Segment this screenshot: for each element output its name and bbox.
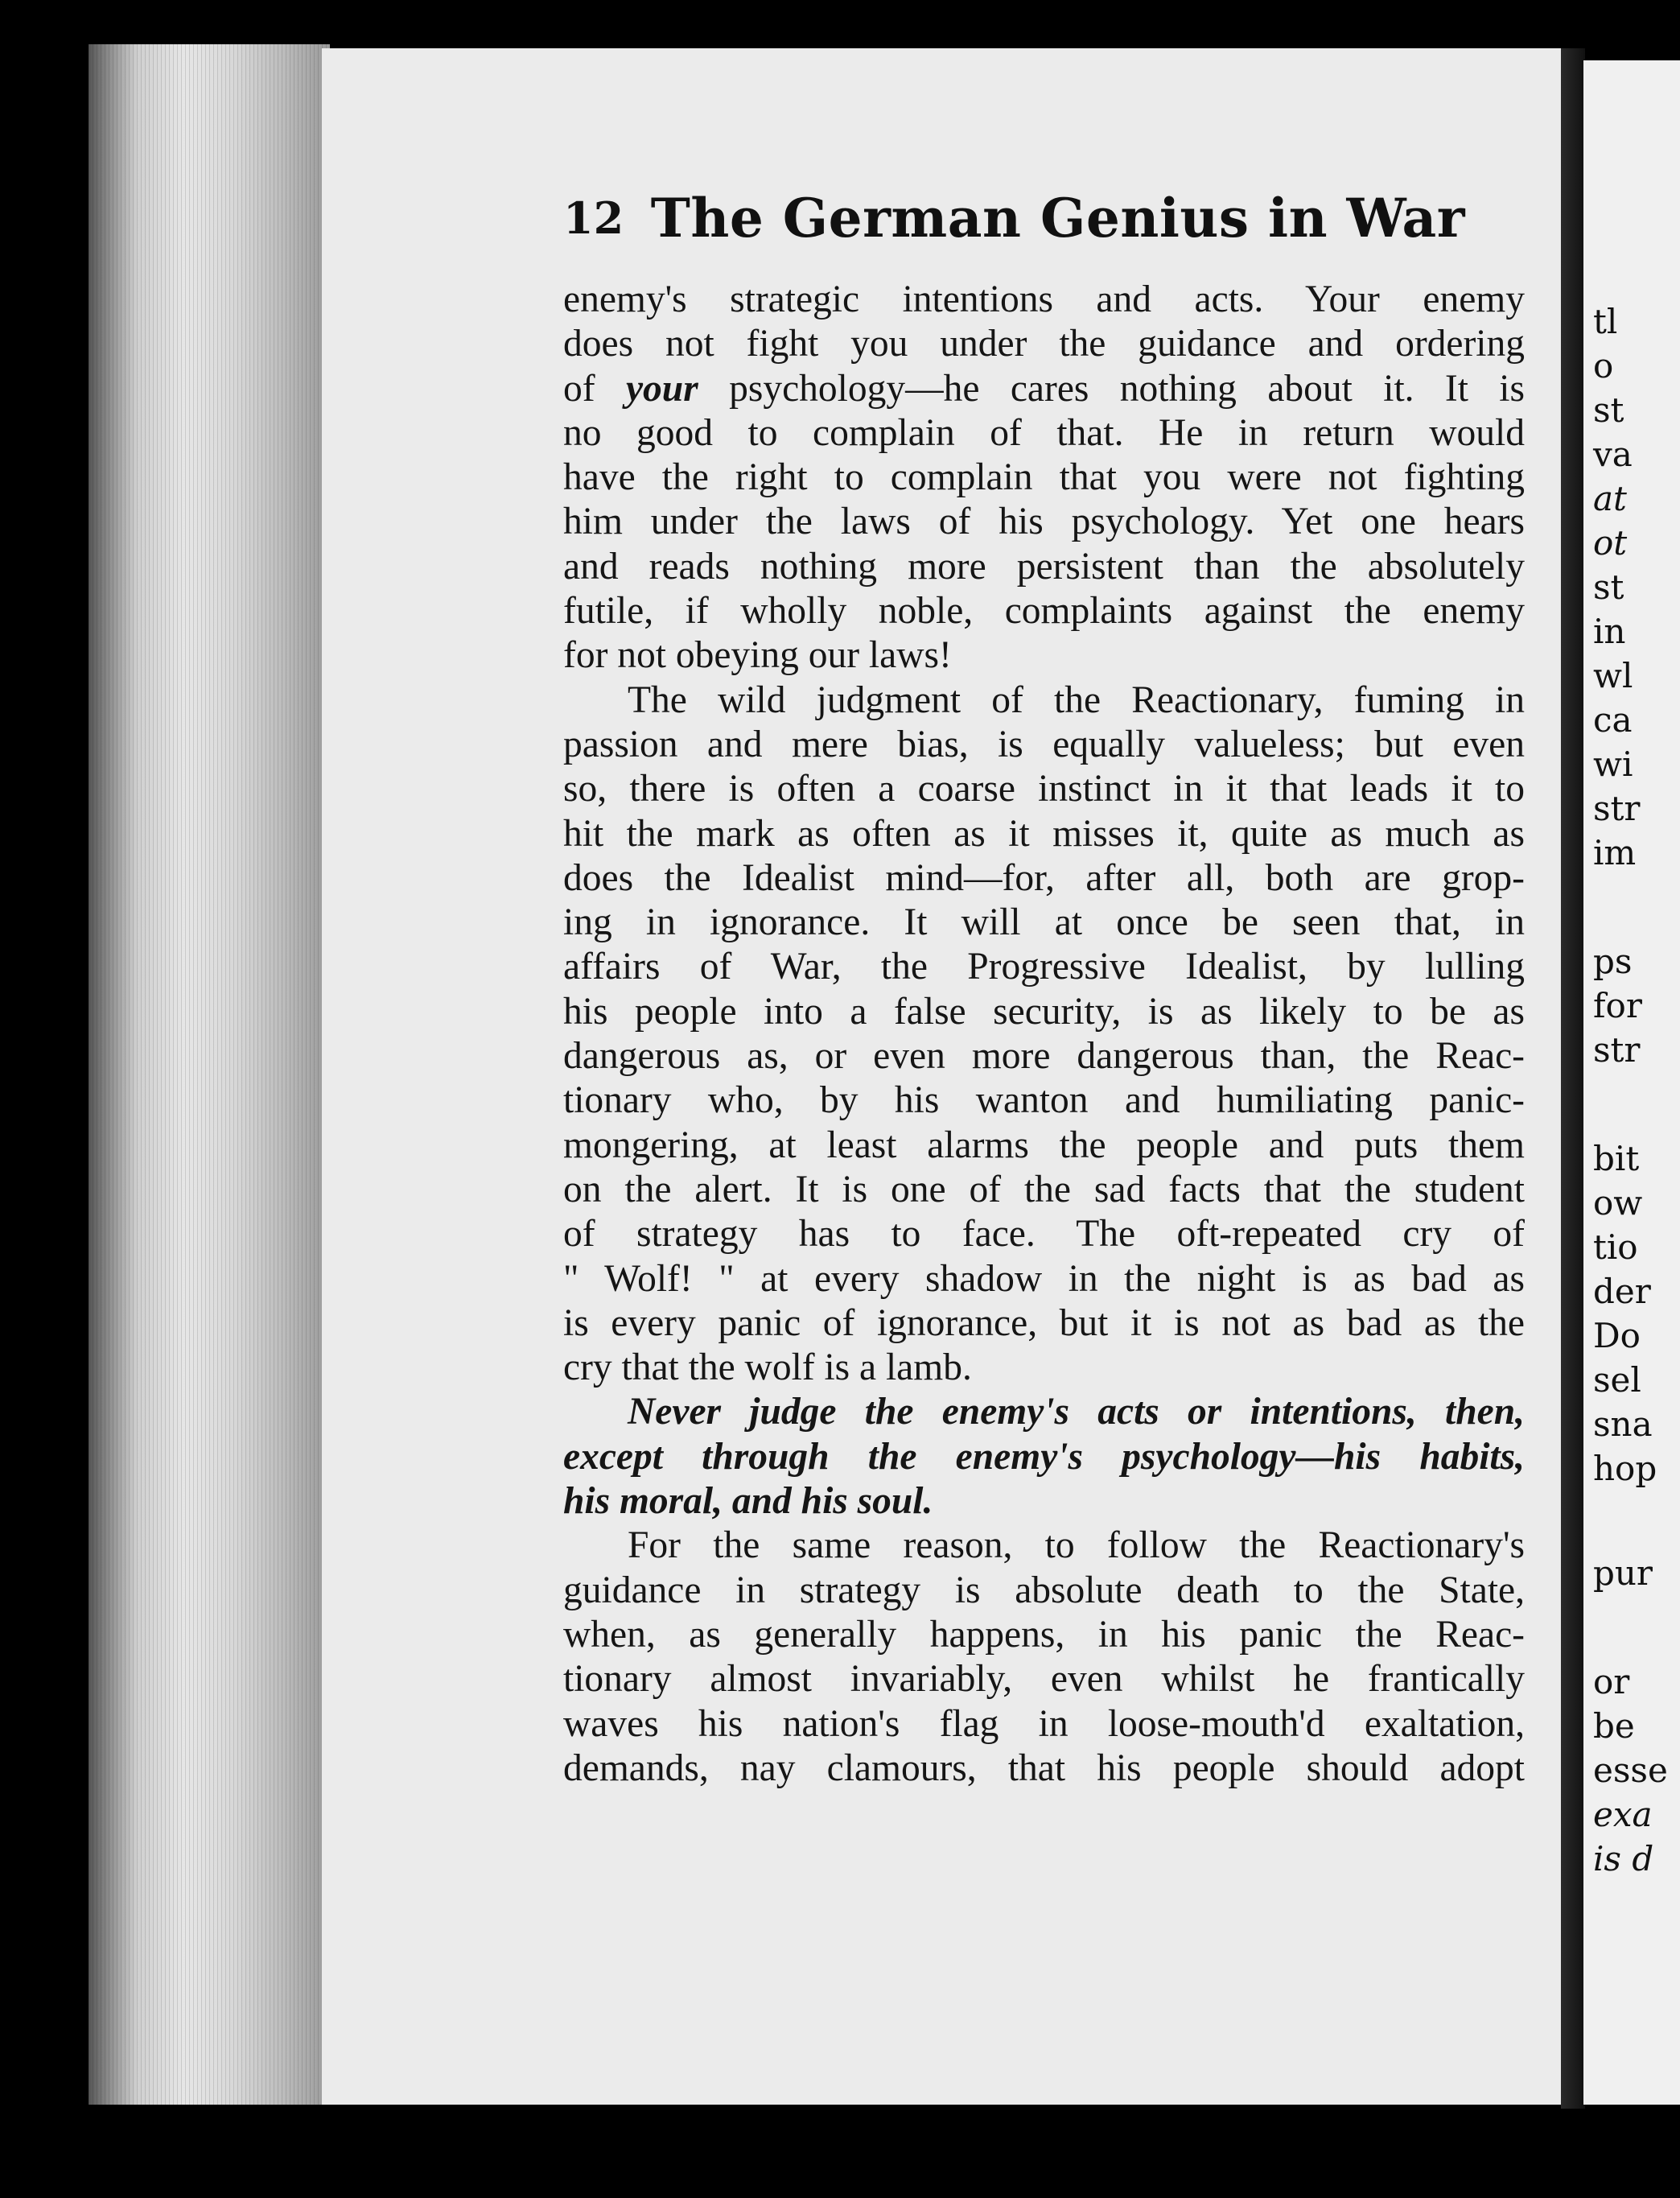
text-line: futile, if wholly noble, complaints against the enemy — [563, 590, 1525, 633]
text-line: affairs of War, the Progressive Idealist, by lulling — [563, 946, 1525, 988]
text-line: cry that the wolf is a lamb. — [563, 1346, 972, 1389]
text-line: For the same reason, to follow the Reactionary's — [628, 1524, 1525, 1567]
facing-fragment: tio — [1593, 1227, 1638, 1267]
paragraph-2 — [563, 678, 1525, 1391]
text-line: The wild judgment of the Reactionary, fuming in — [628, 678, 1525, 721]
text-line: on the alert. It is one of the sad facts that the student — [563, 1168, 1525, 1210]
facing-fragment: hop — [1593, 1449, 1657, 1488]
facing-fragment: der — [1593, 1272, 1651, 1311]
running-title: The German Genius in War — [650, 187, 1465, 249]
text-line: when, as generally happens, in his panic the Reac- — [563, 1613, 1525, 1656]
text-fragment: of — [563, 367, 626, 410]
facing-fragment: in — [1593, 612, 1626, 651]
facing-fragment: pur — [1593, 1553, 1653, 1593]
facing-fragment: exa — [1593, 1795, 1653, 1834]
facing-fragment: ps — [1593, 942, 1633, 981]
text-line: so, there is often a coarse instinct in it that leads it to — [563, 768, 1525, 810]
paragraph-3-italic — [563, 1390, 1525, 1524]
text-line: of strategy has to face. The oft-repeated cry of — [563, 1213, 1525, 1256]
text-line: tionary who, by his wanton and humiliating panic- — [563, 1079, 1525, 1122]
text-line: is every panic of ignorance, but it is not as bad as the — [563, 1301, 1525, 1344]
text-line: him under the laws of his psychology. Yet one hears — [563, 501, 1525, 543]
text-line: does not fight you under the guidance and ordering — [563, 323, 1525, 365]
facing-fragment: im — [1593, 833, 1637, 872]
facing-fragment: sel — [1593, 1360, 1641, 1400]
facing-fragment: wi — [1593, 744, 1633, 784]
text-line: enemy's strategic intentions and acts. Your enemy — [563, 278, 1525, 320]
text-line: have the right to complain that you were not fighting — [563, 456, 1525, 499]
facing-fragment: ca — [1593, 700, 1633, 740]
text-line: mongering, at least alarms the people and puts them — [563, 1124, 1525, 1166]
text-line — [563, 367, 1525, 411]
text-fragment: psychology—he cares nothing about it. It is — [698, 367, 1525, 410]
page-number: 12 — [563, 192, 624, 244]
text-line: except through the enemy's psychology—his habits, — [563, 1435, 1525, 1478]
text-line: " Wolf! " at every shadow in the night is as bad as — [563, 1257, 1525, 1300]
text-line: demands, nay clamours, that his people should adopt — [563, 1746, 1525, 1789]
facing-fragment: ow — [1593, 1183, 1643, 1223]
facing-fragment: ot — [1593, 523, 1628, 563]
facing-fragment: str — [1593, 1030, 1641, 1070]
facing-fragment: str — [1593, 789, 1641, 828]
text-line: does the Idealist mind—for, after all, both are grop- — [563, 856, 1525, 899]
facing-fragment: va — [1593, 435, 1633, 474]
paragraph-4 — [563, 1524, 1525, 1791]
facing-fragment: be — [1593, 1706, 1635, 1746]
text-line: and reads nothing more persistent than the absolutely — [563, 545, 1525, 588]
text-line: tionary almost invariably, even whilst he frantically — [563, 1658, 1525, 1701]
facing-fragment: is d — [1593, 1839, 1654, 1878]
facing-fragment: wl — [1593, 656, 1633, 695]
facing-fragment: tl — [1593, 302, 1618, 341]
facing-fragment: at — [1593, 479, 1627, 518]
text-line: his people into a false security, is as likely to be as — [563, 990, 1525, 1033]
facing-fragment: Do — [1593, 1316, 1641, 1355]
facing-fragment: st — [1593, 390, 1624, 430]
paragraph-1 — [563, 278, 1525, 678]
text-line: his moral, and his soul. — [563, 1480, 933, 1523]
text-line: waves his nation's flag in loose-mouth'd exaltation, — [563, 1702, 1525, 1745]
text-line: for not obeying our laws! — [563, 634, 952, 677]
emphasis: your — [625, 367, 698, 410]
facing-fragment: esse — [1593, 1751, 1668, 1790]
facing-fragment: for — [1593, 986, 1642, 1025]
facing-page-edge — [1583, 60, 1680, 2105]
running-head — [563, 187, 1529, 249]
text-line: Never judge the enemy's acts or intentions, then, — [628, 1391, 1525, 1433]
facing-fragment: bit — [1593, 1139, 1640, 1178]
text-line: guidance in strategy is absolute death to the State, — [563, 1569, 1525, 1611]
text-line: passion and mere bias, is equally valueless; but even — [563, 723, 1525, 765]
text-line: no good to complain of that. He in return would — [563, 411, 1525, 454]
text-line: ing in ignorance. It will at once be seen that, in — [563, 901, 1525, 944]
page-stack-edge — [89, 44, 330, 2105]
text-line: hit the mark as often as it misses it, quite as much as — [563, 812, 1525, 855]
facing-fragment: or — [1593, 1662, 1630, 1701]
book-gutter — [1561, 48, 1585, 2109]
text-line: dangerous as, or even more dangerous than, the Reac- — [563, 1035, 1525, 1078]
body-text — [563, 278, 1525, 1791]
facing-fragment: o — [1593, 346, 1614, 386]
facing-fragment: st — [1593, 567, 1624, 607]
facing-fragment: sna — [1593, 1404, 1653, 1444]
